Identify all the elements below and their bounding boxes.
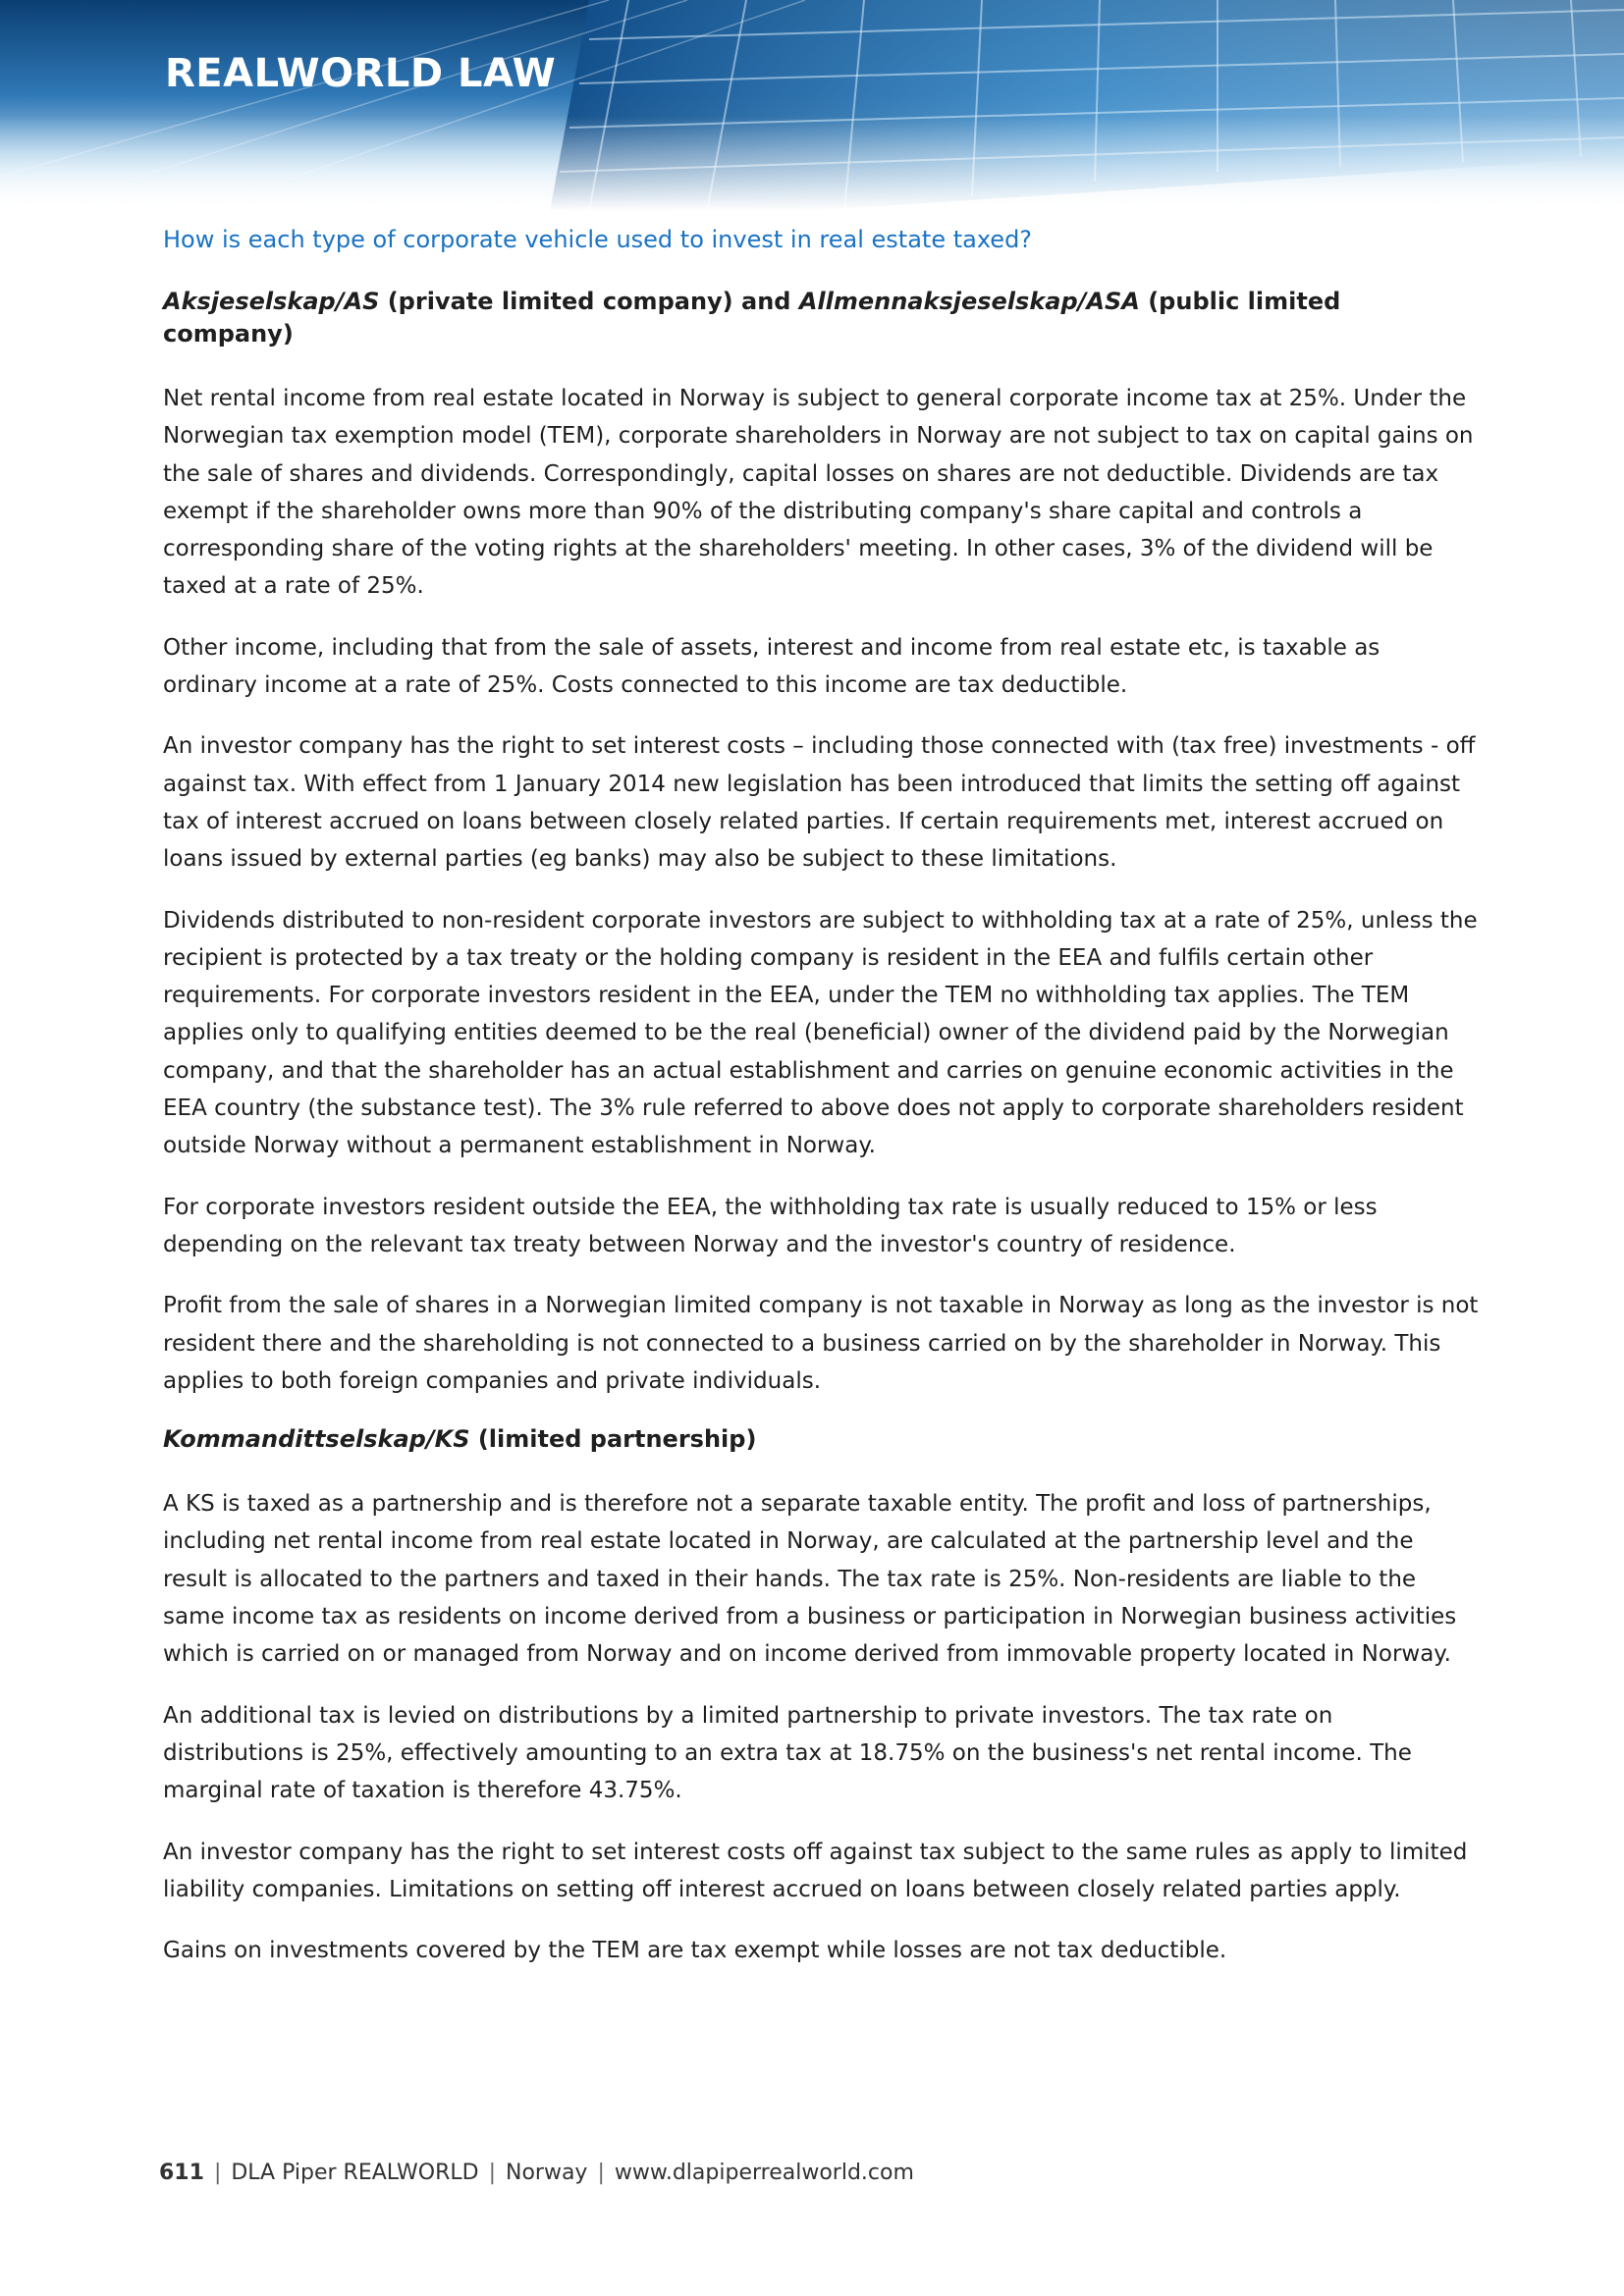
footer-separator: | xyxy=(488,2161,496,2185)
footer-website-link[interactable]: www.dlapiperrealworld.com xyxy=(614,2161,914,2185)
banner-building-image xyxy=(0,0,1624,211)
section1-heading-text2: (public limited company) xyxy=(163,288,1341,347)
section1-heading-as: Aksjeselskap/AS xyxy=(163,288,380,315)
page-number: 611 xyxy=(159,2161,204,2185)
footer-separator: | xyxy=(213,2161,222,2185)
paragraph: Profit from the sale of shares in a Norwegian limited company is not taxable in Norway as long as the investor is not resident there and the shareholding is not connected to a business carried on by the shareholder in Norway. This applies to both foreign companies and private individuals. xyxy=(163,1293,1479,1394)
section2-heading-text: (limited partnership) xyxy=(469,1425,757,1454)
paragraph: Gains on investments covered by the TEM are tax exempt while losses are not tax deductible. xyxy=(163,1938,1227,1964)
header-banner xyxy=(0,0,1624,211)
footer-country: Norway xyxy=(506,2161,588,2185)
page-footer xyxy=(159,2161,914,2185)
section-question-heading: How is each type of corporate vehicle used to invest in real estate taxed? xyxy=(163,226,1033,253)
paragraph: Net rental income from real estate located in Norway is subject to general corporate income tax at 25%. Under the Norwegian tax exemption model (TEM), corporate shareholders in Norway are not subject to tax on capital gains on the sale of shares and dividends. Correspondingly, capital losses on shares are not deductible. Dividends are tax exempt if the shareholder owns more than 90% of the distributing company's share capital and controls a corresponding share of the voting rights at the shareholders' meeting. In other cases, 3% of the dividend will be taxed at a rate of 25%. xyxy=(163,386,1474,600)
paragraph: An additional tax is levied on distributions by a limited partnership to private investors. The tax rate on distributions is 25%, effectively amounting to an extra tax at 18.75% on the business's net rental income. The marginal rate of taxation is therefore 43.75%. xyxy=(163,1702,1412,1804)
section1-heading xyxy=(163,286,1479,350)
paragraph: A KS is taxed as a partnership and is therefore not a separate taxable entity. The profit and loss of partnerships, including net rental income from real estate located in Norway, are calculated at the partnership level and the result is allocated to the partners and taxed in their hands. The tax rate is 25%. Non-residents are liable to the same income tax as residents on income derived from a business or participation in Norwegian business activities which is carried on or managed from Norway and on income derived from immovable property located in Norway. xyxy=(163,1491,1457,1668)
section1-heading-text1: (private limited company) and xyxy=(379,288,799,315)
section2-heading-ks: Kommandittselskap/KS xyxy=(163,1425,470,1454)
paragraph: Dividends distributed to non-resident corporate investors are subject to withholding tax at a rate of 25%, unless the recipient is protected by a tax treaty or the holding company is resident in the EEA and fulfils certain other requirements. For corporate investors resident in the EEA, under the TEM no withholding tax applies. The TEM applies only to qualifying entities deemed to be the real (beneficial) owner of the dividend paid by the Norwegian company, and that the shareholder has an actual establishment and carries on genuine economic activities in the EEA country (the substance test). The 3% rule referred to above does not apply to corporate shareholders resident outside Norway without a permanent establishment in Norway. xyxy=(163,907,1478,1159)
paragraph: For corporate investors resident outside the EEA, the withholding tax rate is usually reduced to 15% or less depending on the relevant tax treaty between Norway and the investor's country of residence. xyxy=(163,1194,1378,1257)
section1-heading-asa: Allmennaksjeselskap/ASA xyxy=(798,288,1140,315)
footer-separator: | xyxy=(597,2161,605,2185)
paragraph: An investor company has the right to set interest costs – including those connected with (tax free) investments - off against tax. With effect from 1 January 2014 new legislation has been introduced that limits the setting off against tax of interest accrued on loans between closely related parties. If certain requirements met, interest accrued on loans issued by external parties (eg banks) may also be subject to these limitations. xyxy=(163,733,1476,873)
banner-title: REALWORLD LAW xyxy=(165,51,557,96)
paragraph: An investor company has the right to set interest costs off against tax subject to the same rules as apply to limited liability companies. Limitations on setting off interest accrued on loans between closely related parties apply. xyxy=(163,1839,1468,1902)
paragraph: Other income, including that from the sale of assets, interest and income from real estate etc, is taxable as ordinary income at a rate of 25%. Costs connected to this income are tax deductible. xyxy=(163,634,1380,699)
footer-publication: DLA Piper REALWORLD xyxy=(231,2161,479,2185)
section2-heading xyxy=(163,1423,1479,1456)
article-content xyxy=(163,224,1479,1993)
